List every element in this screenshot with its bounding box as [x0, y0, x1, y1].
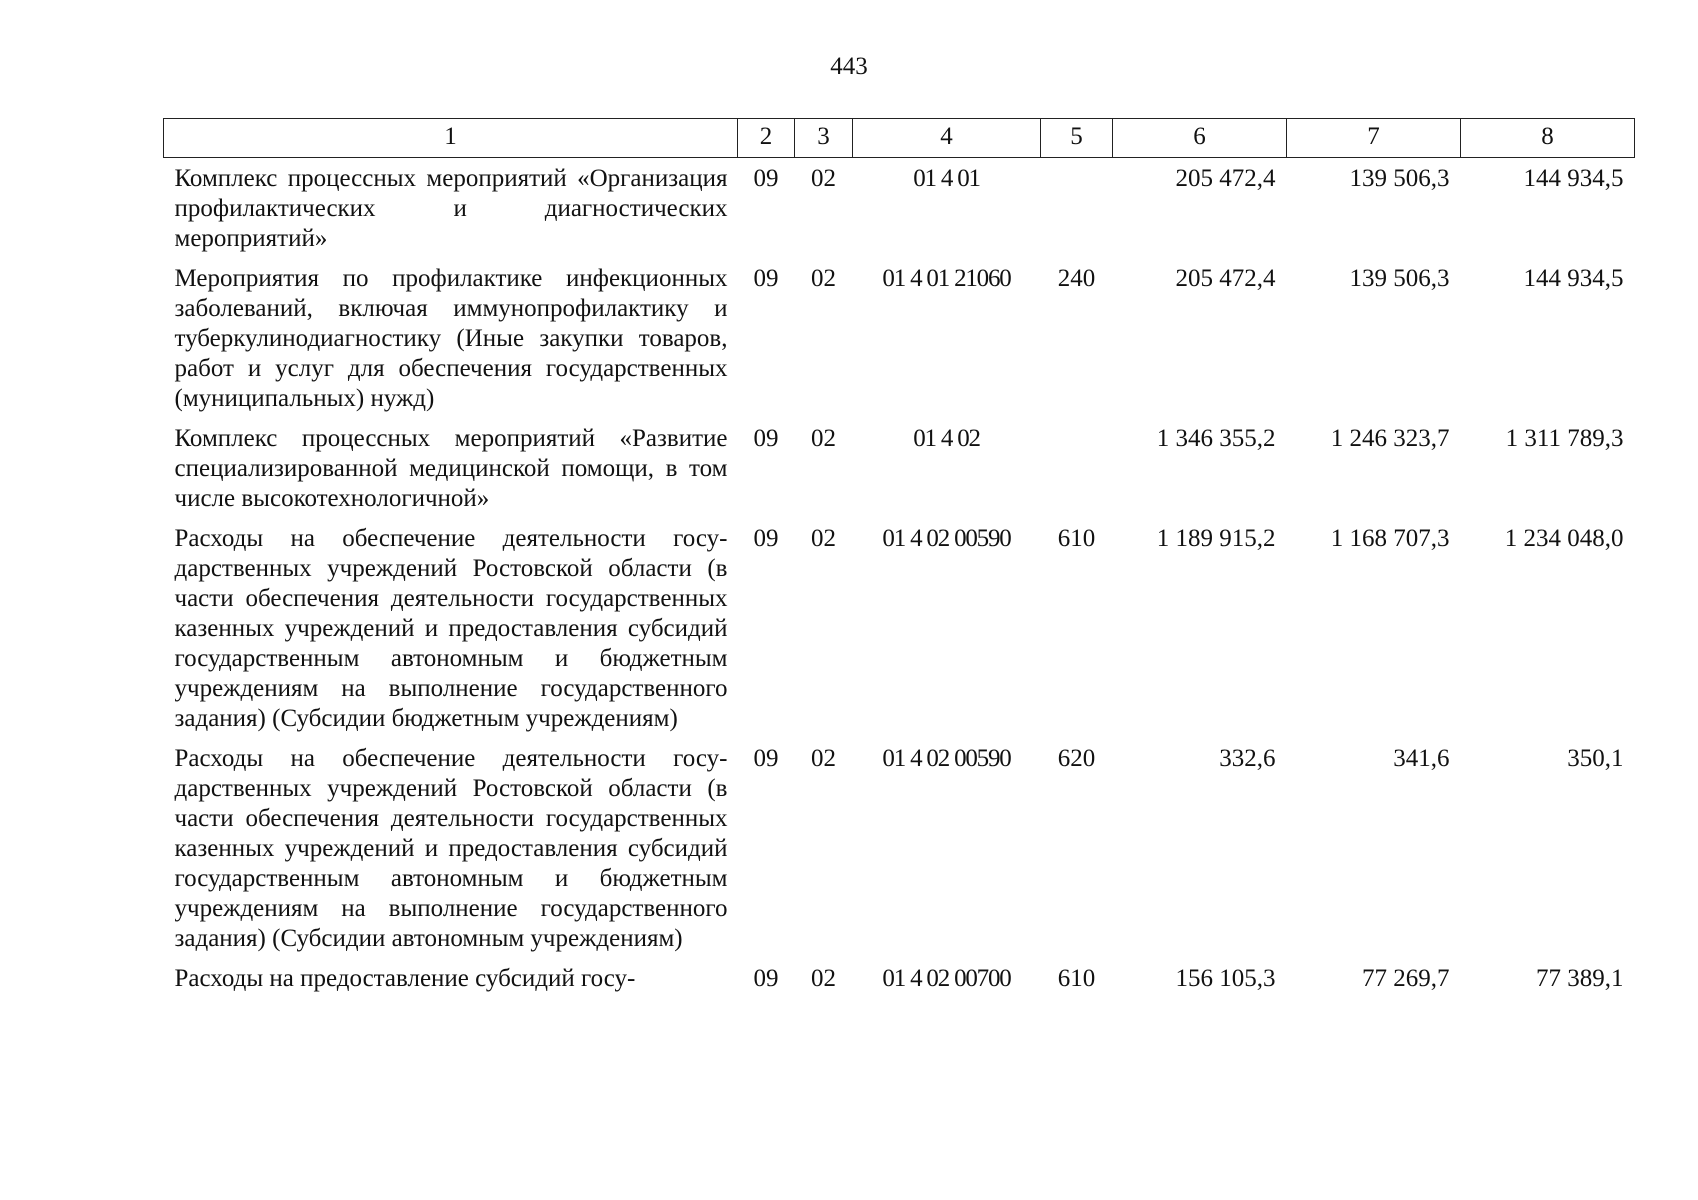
- target-code: 01 4 02 00590: [882, 745, 1011, 772]
- header-row: [164, 119, 1635, 158]
- amount-col-7: 1 168 707,3: [1330, 525, 1450, 552]
- page-number: 443: [830, 53, 868, 80]
- section-code: 09: [753, 265, 779, 292]
- section-code: 09: [753, 745, 779, 772]
- section-code: 09: [753, 425, 779, 452]
- row-name: Расходы на обеспечение деятельности государственных учреждений Ростовской области (в части обеспечения деятельности государственных казенных учреждений и предоставления субсидий государственным автономным и бюджетным учреждениям на выполнение государственного задания) (Субсидии бюджетным учреждениям): [174, 525, 728, 732]
- table-row: [164, 524, 1635, 744]
- row-name: Расходы на обеспечение деятельности государственных учреждений Ростовской области (в части обеспечения деятельности государственных казенных учреждений и предоставления субсидий государственным автономным и бюджетным учреждениям на выполнение государственного задания) (Субсидии автономным учреждениям): [174, 745, 728, 952]
- amount-col-8: 77 389,1: [1536, 965, 1624, 992]
- expense-type-code: 610: [1057, 965, 1096, 992]
- budget-table: [163, 118, 1635, 1004]
- expense-type-code: 240: [1057, 265, 1096, 292]
- column-header: 2: [738, 119, 795, 158]
- table-row: [164, 424, 1635, 524]
- table-row: [164, 964, 1635, 1004]
- subsection-code: 02: [811, 265, 836, 292]
- table-row: [164, 158, 1635, 265]
- table-row: [164, 264, 1635, 424]
- subsection-code: 02: [811, 525, 836, 552]
- row-name: Расходы на предоставление субсидий госу-: [174, 965, 636, 992]
- amount-col-8: 1 234 048,0: [1504, 525, 1624, 552]
- amount-col-7: 77 269,7: [1362, 965, 1450, 992]
- column-header: 7: [1287, 119, 1461, 158]
- section-code: 09: [753, 965, 779, 992]
- amount-col-8: 1 311 789,3: [1505, 425, 1624, 452]
- subsection-code: 02: [811, 745, 836, 772]
- amount-col-6: 205 472,4: [1175, 265, 1276, 292]
- amount-col-6: 1 346 355,2: [1156, 425, 1276, 452]
- amount-col-8: 350,1: [1567, 745, 1624, 772]
- table-row: [164, 744, 1635, 964]
- subsection-code: 02: [811, 425, 836, 452]
- target-code: 01 4 02 00700: [882, 965, 1011, 992]
- column-header: 1: [164, 119, 738, 158]
- amount-col-6: 332,6: [1219, 745, 1276, 772]
- expense-type-code: [1041, 424, 1113, 524]
- section-code: 09: [753, 525, 779, 552]
- target-code: 01 4 02 00590: [882, 525, 1011, 552]
- target-code: 01 4 01 21060: [882, 265, 1011, 292]
- amount-col-6: 1 189 915,2: [1156, 525, 1276, 552]
- expense-type-code: 620: [1057, 745, 1096, 772]
- amount-col-7: 341,6: [1393, 745, 1450, 772]
- amount-col-7: 139 506,3: [1349, 165, 1450, 192]
- amount-col-7: 139 506,3: [1349, 265, 1450, 292]
- amount-col-6: 156 105,3: [1175, 965, 1276, 992]
- column-header: 8: [1461, 119, 1635, 158]
- subsection-code: 02: [811, 165, 836, 192]
- column-header: 4: [853, 119, 1041, 158]
- target-code: 01 4 02: [913, 425, 980, 452]
- expense-type-code: 610: [1057, 525, 1096, 552]
- column-header: 5: [1041, 119, 1113, 158]
- amount-col-8: 144 934,5: [1523, 165, 1624, 192]
- row-name: Комплекс процессных мероприятий «Организация профилактических и диагностических мероприятий»: [174, 165, 728, 252]
- amount-col-6: 205 472,4: [1175, 165, 1276, 192]
- section-code: 09: [753, 165, 779, 192]
- column-header: 6: [1113, 119, 1287, 158]
- target-code: 01 4 01: [913, 165, 980, 192]
- row-name: Мероприятия по профилактике инфекционных заболеваний, включая иммунопрофилактику и туберкулинодиагностику (Иные закупки товаров, работ и услуг для обеспечения государственных (муниципальных) нужд): [174, 265, 728, 412]
- subsection-code: 02: [811, 965, 836, 992]
- amount-col-8: 144 934,5: [1523, 265, 1624, 292]
- column-header: 3: [795, 119, 853, 158]
- row-name: Комплекс процессных мероприятий «Развитие специализированной медицинской помощи, в том числе высокотехнологичной»: [174, 425, 728, 512]
- expense-type-code: [1041, 158, 1113, 265]
- amount-col-7: 1 246 323,7: [1330, 425, 1450, 452]
